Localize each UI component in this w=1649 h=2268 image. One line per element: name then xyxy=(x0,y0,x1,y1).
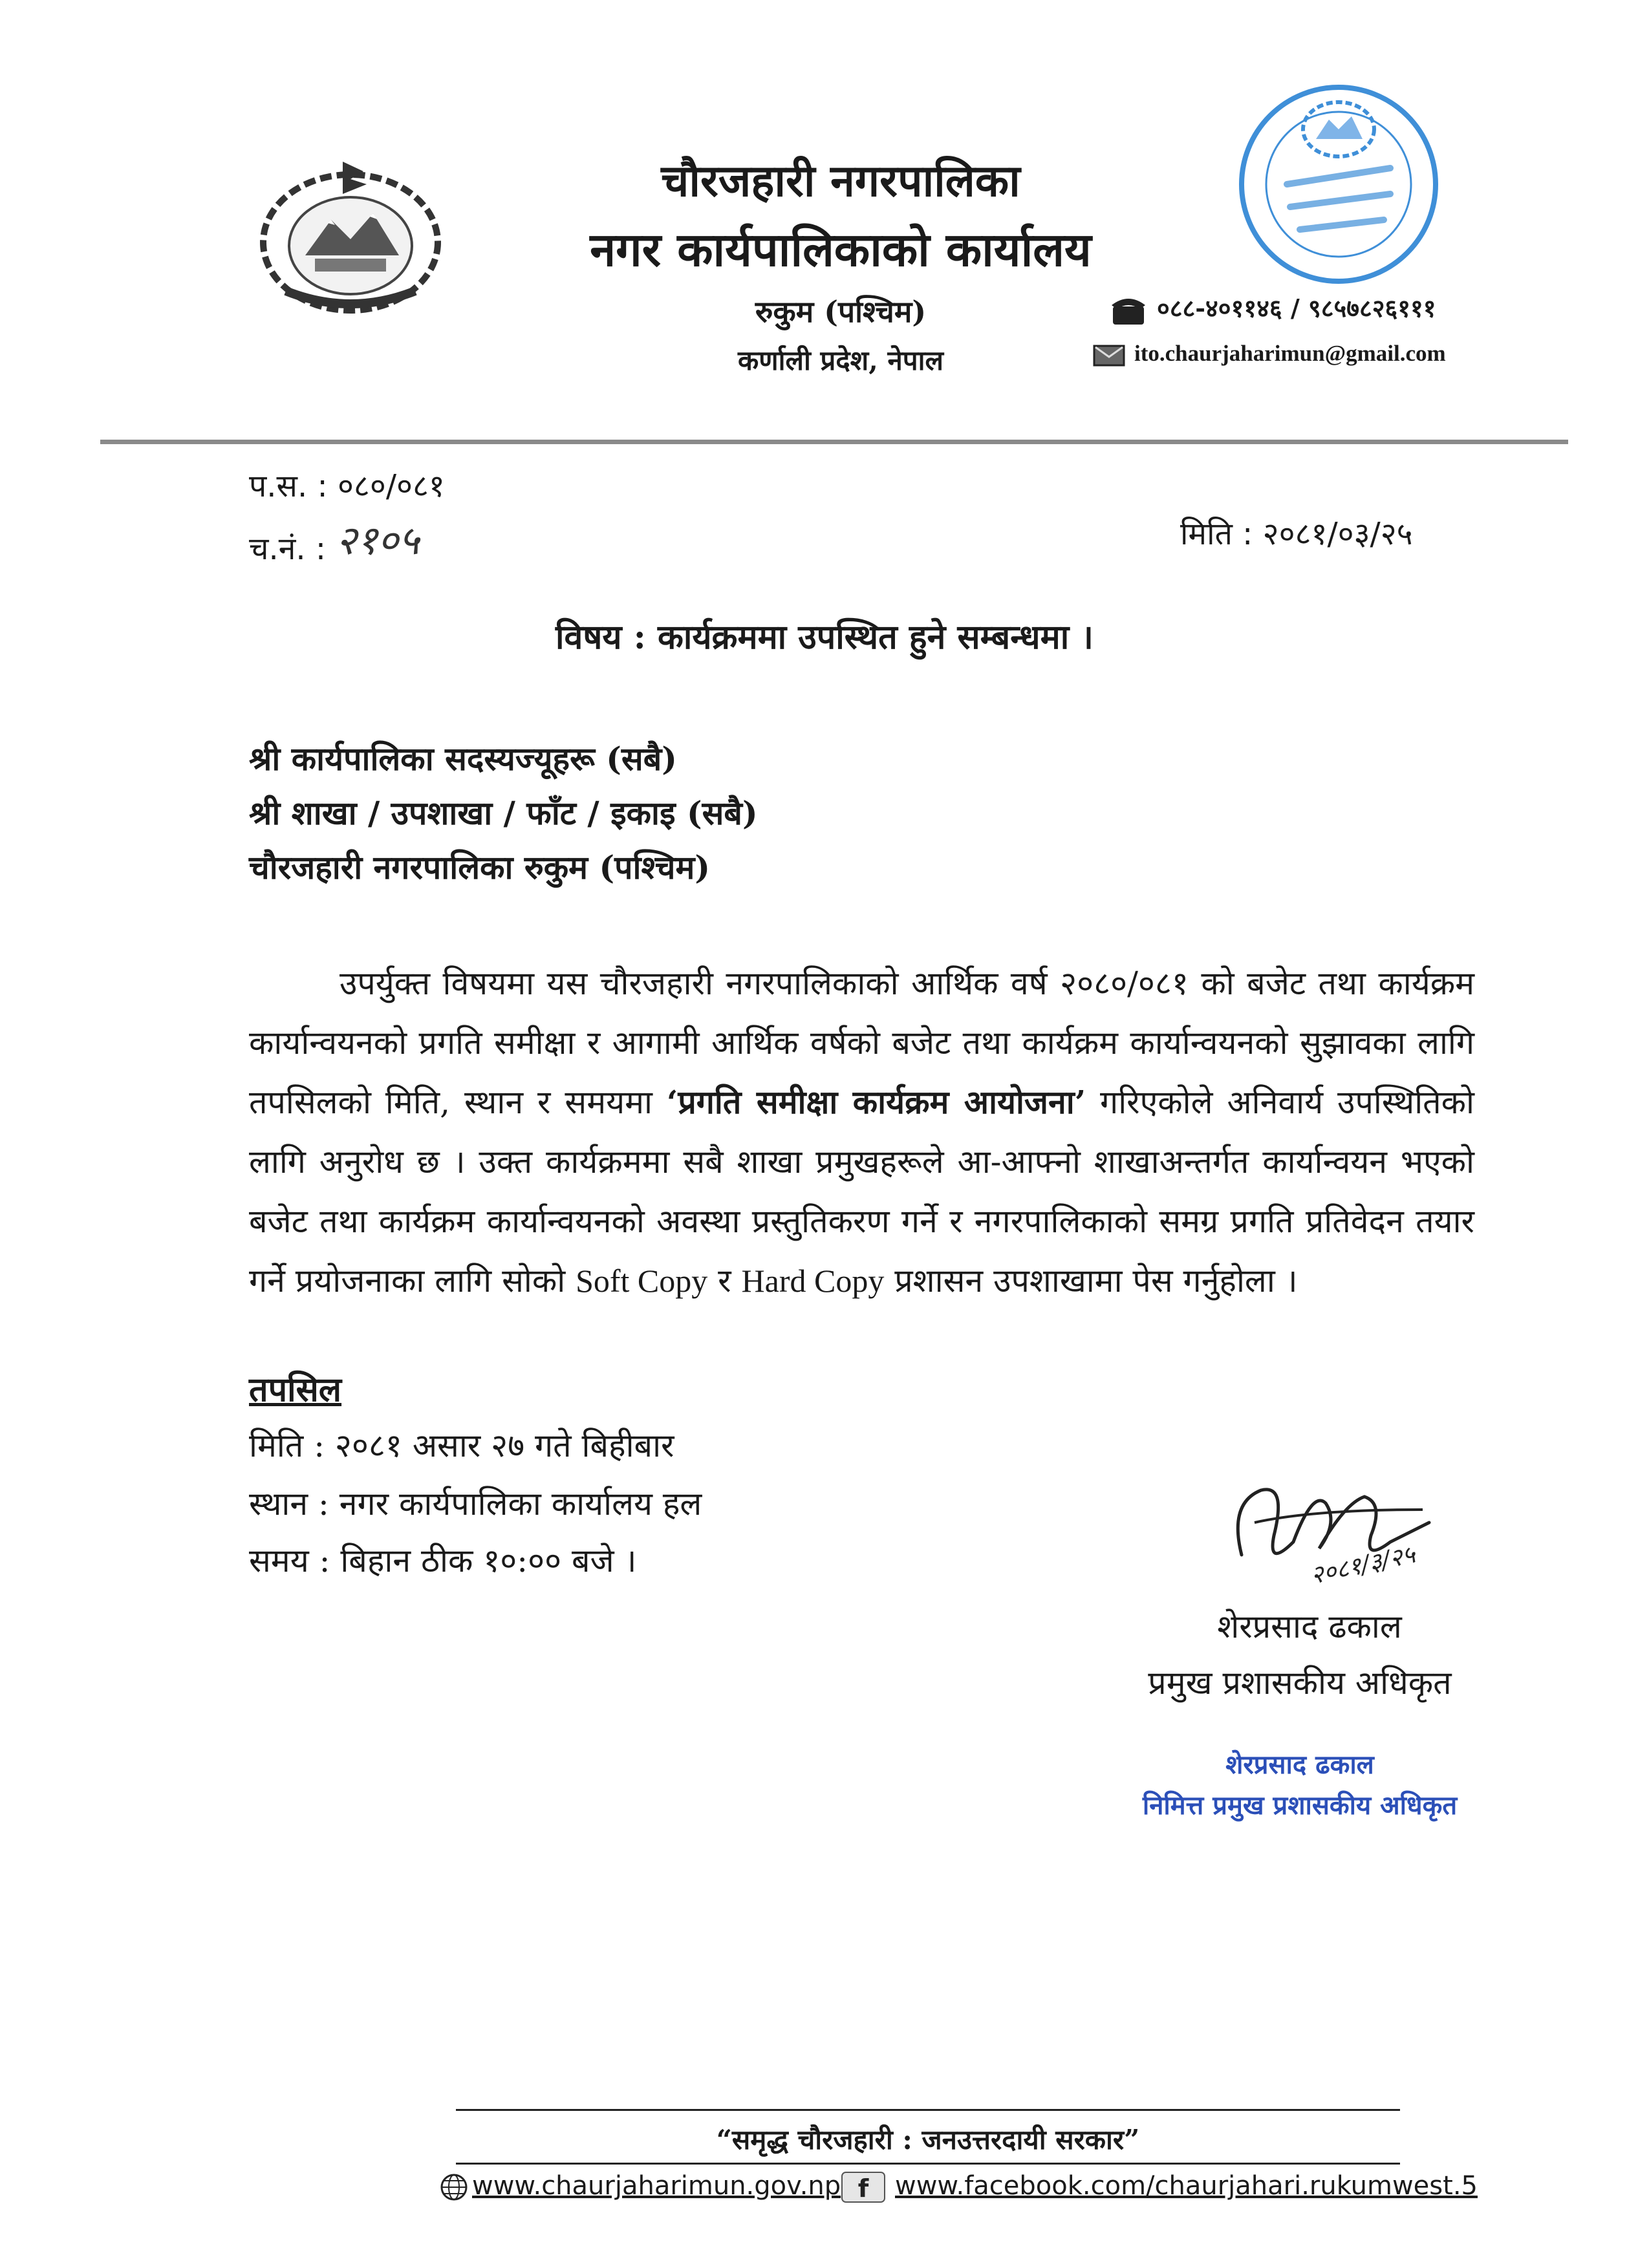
body-hard-copy: Hard Copy xyxy=(741,1263,885,1299)
facebook-url[interactable]: www.facebook.com/chaurjahari.rukumwest.5 xyxy=(895,2171,1478,2201)
details-time: समय : बिहान ठीक १०:०० बजे । xyxy=(249,1542,637,1579)
letter-date: मिति : २०८१/०३/२५ xyxy=(1180,516,1413,552)
header-divider xyxy=(100,440,1568,444)
handwritten-signature xyxy=(1216,1464,1455,1594)
nepal-emblem-icon xyxy=(253,158,447,320)
email-address[interactable]: ito.chaurjaharimun@gmail.com xyxy=(1134,341,1446,366)
organization-name: चौरजहारी नगरपालिका xyxy=(661,155,1020,207)
cn-label: च.नं. : xyxy=(249,531,327,567)
municipal-seal-icon xyxy=(1225,78,1452,291)
letter-body xyxy=(249,954,1474,1311)
website-link[interactable] xyxy=(440,2171,841,2201)
phone-contact xyxy=(1109,291,1436,327)
addressee-line: चौरजहारी नगरपालिका रुकुम (पश्चिम) xyxy=(249,848,711,886)
globe-icon xyxy=(440,2173,468,2201)
addressee-line: श्री शाखा / उपशाखा / फाँट / इकाइ (सबै) xyxy=(249,794,758,832)
office-name: नगर कार्यपालिकाको कार्यालय xyxy=(590,222,1092,277)
footer-divider-bottom xyxy=(456,2163,1400,2165)
svg-text:f: f xyxy=(857,2174,869,2203)
footer-slogan: “समृद्ध चौरजहारी : जनउत्तरदायी सरकार” xyxy=(716,2124,1140,2156)
reference-cn xyxy=(249,517,419,572)
subject-line: विषय : कार्यक्रममा उपस्थित हुने सम्बन्धमा । xyxy=(555,617,1094,657)
district-text: रुकुम (पश्चिम) xyxy=(755,294,927,329)
details-date: मिति : २०८१ असार २७ गते बिहीबार xyxy=(249,1427,674,1464)
website-url[interactable]: www.chaurjaharimun.gov.np xyxy=(472,2171,841,2201)
phone-icon xyxy=(1109,295,1148,327)
signature-date: २०८१/३/२५ xyxy=(1308,1539,1418,1590)
stamp-title: निमित्त प्रमुख प्रशासकीय अधिकृत xyxy=(1142,1790,1458,1821)
province-text: कर्णाली प्रदेश, नेपाल xyxy=(737,345,943,376)
details-venue: स्थान : नगर कार्यपालिका कार्यालय हल xyxy=(249,1485,702,1523)
ps-value: ०८०/०८१ xyxy=(337,468,445,504)
reference-ps xyxy=(249,464,445,506)
footer-divider-top xyxy=(456,2109,1400,2111)
email-contact xyxy=(1093,341,1446,367)
email-icon xyxy=(1093,344,1125,367)
cn-value: २१०५ xyxy=(336,517,420,564)
body-part-1: उपर्युक्त विषयमा यस चौरजहारी नगरपालिकाको आर्थिक वर्ष २०८०/०८१ को बजेट तथा कार्यक्रम कार्यान्वयनको प्रगति समीक्षा र आगामी आर्थिक वर्षको बजेट तथा कार्यक्रम कार्यान्वयनको सुझावका लागि तपसिलको मिति, स्थान र समयमा xyxy=(249,965,1474,1121)
details-heading: तपसिल xyxy=(249,1370,342,1409)
body-soft-copy: Soft Copy xyxy=(576,1263,708,1299)
addressee-line: श्री कार्यपालिका सदस्यज्यूहरू (सबै) xyxy=(249,740,677,778)
ps-label: प.स. : xyxy=(249,468,328,504)
facebook-link[interactable] xyxy=(841,2171,1478,2203)
facebook-icon xyxy=(841,2171,886,2203)
body-bold-phrase: ‘प्रगति समीक्षा कार्यक्रम आयोजना’ xyxy=(666,1083,1086,1121)
body-part-4: प्रशासन उपशाखामा पेस गर्नुहोला । xyxy=(884,1262,1298,1300)
signer-title: प्रमुख प्रशासकीय अधिकृत xyxy=(1148,1664,1452,1702)
signer-name: शेरप्रसाद ढकाल xyxy=(1217,1608,1402,1645)
phone-number: ०८८-४०११४६ / ९८५७८२६१११ xyxy=(1157,294,1436,323)
body-part-3: र xyxy=(707,1262,742,1300)
stamp-name: शेरप्रसाद ढकाल xyxy=(1225,1749,1374,1780)
body-part-2: गरिएकोले अनिवार्य उपस्थितिको लागि अनुरोध छ । उक्त कार्यक्रममा सबै शाखा प्रमुखहरूले आ-आफ्नो शाखाअन्तर्गत कार्यान्वयन भएको बजेट तथा कार्यक्रम कार्यान्वयनको अवस्था प्रस्तुतिकरण गर्ने र नगरपालिकाको समग्र प्रगति प्रतिवेदन तयार गर्ने प्रयोजनाका लागि सोको xyxy=(249,1084,1474,1300)
